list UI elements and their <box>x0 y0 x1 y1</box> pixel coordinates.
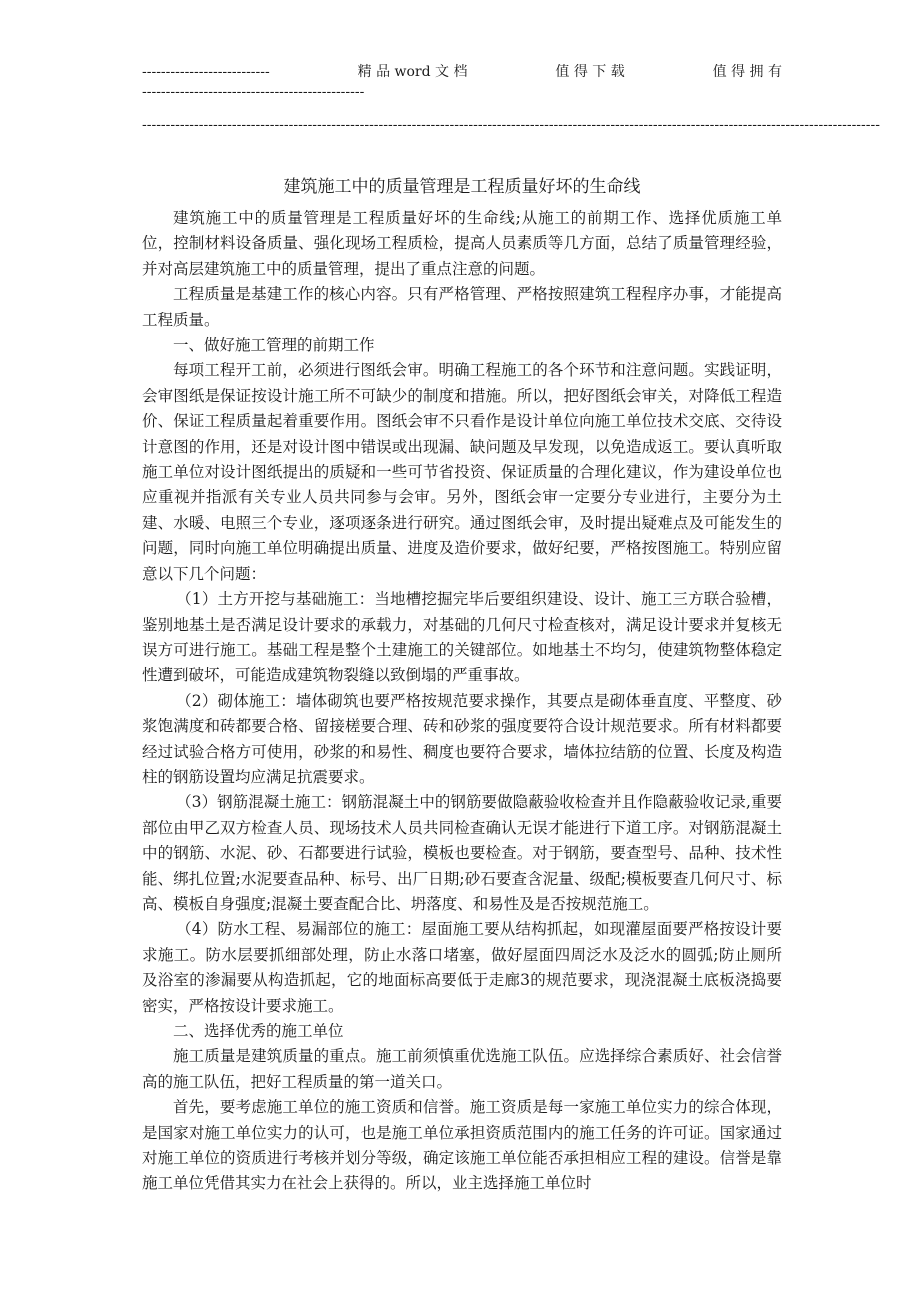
section-heading-1: 一、做好施工管理的前期工作 <box>173 336 375 355</box>
document-title: 建筑施工中的质量管理是工程质量好坏的生命线 <box>283 177 641 197</box>
list-item-masonry: （2）砌体施工：墙体砌筑也要严格按规范要求操作，其要点是砌体垂直度、平整度、砂浆饱满度和砖都要合格、留接槎要合理、砖和砂浆的强度要符合设计规范要求。所有材料都要经过试验合格方可使用，砂浆的和易性、稠度也要符合要求，墙体拉结筋的位置、长度及构造柱的钢筋设置均应满足抗震要求。 <box>142 691 782 786</box>
list-item-waterproofing: （4）防水工程、易漏部位的施工：屋面施工要从结构抓起，如现灌屋面要严格按设计要求施工。防水层要抓细部处理，防止水落口堵塞，做好屋面四周泛水及泛水的圆弧;防止厕所及浴室的渗漏要从构造抓起，它的地面标高要低于走廊3的规范要求，现浇混凝土底板浇捣要密实，严格按设计要求施工。 <box>142 920 782 1015</box>
header-label-download: 值 得 下 载 <box>555 64 625 80</box>
header-rule: ------------------------------------------------------------------------------------------------------------------------------------------------------------ <box>142 117 880 133</box>
paragraph-drawing-review: 每项工程开工前，必须进行图纸会审。明确工程施工的各个环节和注意问题。实践证明，会审图纸是保证按设计施工所不可缺少的制度和措施。所以，把好图纸会审关，对降低工程造价、保证工程质量起着重要作用。图纸会审不只看作是设计单位向施工单位技术交底、交待设计意图的作用，还是对设计图中错误或出现漏、缺问题及早发现，以免造成返工。要认真听取施工单位对设计图纸提出的质疑和一些可节省投资、保证质量的合理化建议，作为建设单位也应重视并指派有关专业人员共同参与会审。另外，图纸会审一定要分专业进行，主要分为土建、水暖、电照三个专业，逐项逐条进行研究。通过图纸会审，及时提出疑难点及可能发生的问题，同时向施工单位明确提出质量、进度及造价要求，做好纪要，严格按图施工。特别应留意以下几个问题： <box>142 361 782 583</box>
header-label-own: 值 得 拥 有 <box>712 64 782 80</box>
header-dashes-left: --------------------------- <box>142 64 270 80</box>
section-heading-2: 二、选择优秀的施工单位 <box>173 1022 344 1040</box>
paragraph-construction-quality: 施工质量是建筑质量的重点。施工前须慎重优选施工队伍。应选择综合素质好、社会信誉高的施工队伍，把好工程质量的第一道关口。 <box>142 1047 782 1091</box>
paragraph-qualification: 首先，要考虑施工单位的施工资质和信誉。施工资质是每一家施工单位实力的综合体现，是国家对施工单位实力的认可，也是施工单位承担资质范围内的施工任务的许可证。国家通过对施工单位的资质进行考核并划分等级，确定该施工单位能否承担相应工程的建设。信誉是靠施工单位凭借其实力在社会上获得的。所以，业主选择施工单位时 <box>142 1098 782 1193</box>
list-item-earthwork: （1）土方开挖与基础施工：当地槽挖掘完毕后要组织建设、设计、施工三方联合验槽，鉴别地基土是否满足设计要求的承载力，对基础的几何尺寸检查核对，满足设计要求并复核无误方可进行施工。基础工程是整个土建施工的关键部位。如地基土不均匀，使建筑物整体稳定性遭到破坏，可能造成建筑物裂缝以致倒塌的严重事故。 <box>142 590 782 685</box>
document-body <box>142 206 782 1197</box>
header-line <box>142 62 782 82</box>
paragraph-abstract: 建筑施工中的质量管理是工程质量好坏的生命线;从施工的前期工作、选择优质施工单位，控制材料设备质量、强化现场工程质检，提高人员素质等几方面，总结了质量管理经验，并对高层建筑施工中的质量管理，提出了重点注意的问题。 <box>142 209 782 278</box>
page-header <box>142 62 880 134</box>
header-label-word-doc: 精 品 word 文 档 <box>357 64 468 80</box>
header-dashes-row2: ----------------------------------------------- <box>142 84 365 100</box>
list-item-concrete: （3）钢筋混凝土施工：钢筋混凝土中的钢筋要做隐蔽验收检查并且作隐蔽验收记录,重要部位由甲乙双方检查人员、现场技术人员共同检查确认无误才能进行下道工序。对钢筋混凝土中的钢筋、水泥、砂、石都要进行试验，模板也要检查。对于钢筋，要查型号、品种、技术性能、绑扎位置;水泥要查品种、标号、出厂日期;砂石要查含泥量、级配;模板要查几何尺寸、标高、模板自身强度;混凝土要查配合比、坍落度、和易性及是否按规范施工。 <box>142 793 782 913</box>
paragraph-intro: 工程质量是基建工作的核心内容。只有严格管理、严格按照建筑工程程序办事，才能提高工程质量。 <box>142 285 782 329</box>
